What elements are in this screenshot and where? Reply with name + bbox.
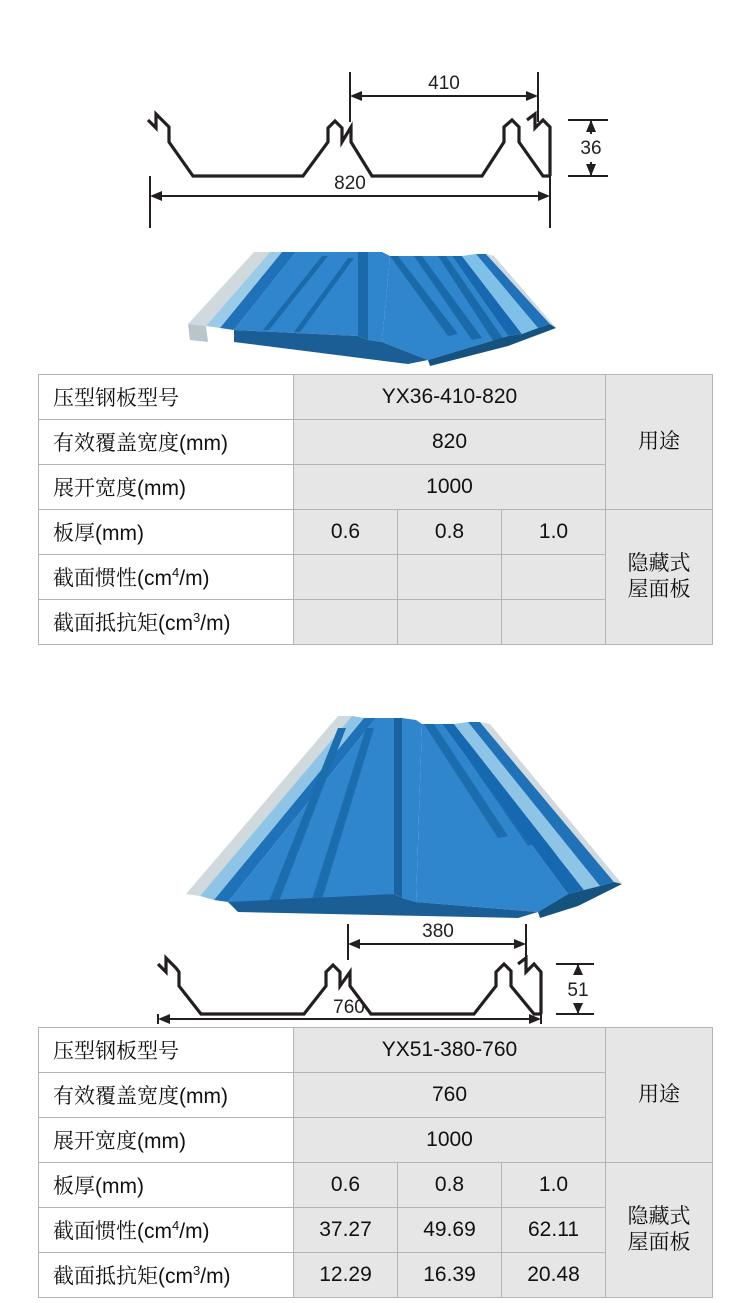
product-1-figure xyxy=(38,24,712,374)
row-value: 1000 xyxy=(294,465,606,510)
row-label: 压型钢板型号 xyxy=(39,375,294,420)
dim-760-label: 760 xyxy=(333,997,365,1018)
panel-3d-2 xyxy=(186,716,622,918)
dim-36-label: 36 xyxy=(580,138,602,159)
row-value: 760 xyxy=(294,1073,606,1118)
row-value xyxy=(502,555,606,600)
use-body-line2: 屋面板 xyxy=(627,578,691,601)
row-value: 1000 xyxy=(294,1118,606,1163)
row-value: 1.0 xyxy=(502,510,606,555)
use-body-line1: 隐藏式 xyxy=(627,551,691,575)
dim-380-label: 380 xyxy=(422,921,454,942)
use-body xyxy=(606,510,713,645)
row-value: 16.39 xyxy=(398,1253,502,1298)
product-2-figure xyxy=(38,672,712,1027)
row-label: 板厚(mm) xyxy=(39,1163,294,1208)
row-value: 12.29 xyxy=(294,1253,398,1298)
row-value xyxy=(398,600,502,645)
dim-410-label: 410 xyxy=(428,73,460,94)
row-value: 0.8 xyxy=(398,1163,502,1208)
panel-3d-1 xyxy=(188,252,556,366)
row-value: 37.27 xyxy=(294,1208,398,1253)
use-header: 用途 xyxy=(606,1028,713,1163)
row-value: 0.6 xyxy=(294,1163,398,1208)
row-value xyxy=(294,600,398,645)
table-row xyxy=(39,1163,713,1208)
row-value: 62.11 xyxy=(502,1208,606,1253)
table-row xyxy=(39,375,713,420)
row-label: 压型钢板型号 xyxy=(39,1028,294,1073)
product-1-spec-table xyxy=(38,374,713,645)
table-row xyxy=(39,1028,713,1073)
row-value: 1.0 xyxy=(502,1163,606,1208)
row-label: 截面惯性$(cm^4/m)$ xyxy=(39,1208,294,1253)
row-value: 0.8 xyxy=(398,510,502,555)
row-value xyxy=(398,555,502,600)
use-body-line2: 屋面板 xyxy=(627,1231,691,1254)
use-header: 用途 xyxy=(606,375,713,510)
row-value xyxy=(502,600,606,645)
row-label: 截面抵抗矩$(cm^3/m)$ xyxy=(39,600,294,645)
row-label: 有效覆盖宽度(mm) xyxy=(39,1073,294,1118)
product-block-1 xyxy=(38,24,712,645)
row-label: 有效覆盖宽度(mm) xyxy=(39,420,294,465)
row-value: 49.69 xyxy=(398,1208,502,1253)
row-value: 820 xyxy=(294,420,606,465)
dim-51-label: 51 xyxy=(567,980,589,1001)
row-label: 展开宽度(mm) xyxy=(39,465,294,510)
row-label: 截面抵抗矩$(cm^3/m)$ xyxy=(39,1253,294,1298)
product-2-spec-table xyxy=(38,1027,713,1298)
table-row xyxy=(39,510,713,555)
product-block-2 xyxy=(38,672,712,1298)
use-body-line1: 隐藏式 xyxy=(627,1204,691,1228)
row-value: 20.48 xyxy=(502,1253,606,1298)
dim-820-label: 820 xyxy=(334,173,366,194)
row-label: 展开宽度(mm) xyxy=(39,1118,294,1163)
row-value: 0.6 xyxy=(294,510,398,555)
row-value: YX36-410-820 xyxy=(294,375,606,420)
row-value: YX51-380-760 xyxy=(294,1028,606,1073)
row-label: 截面惯性$(cm^4/m)$ xyxy=(39,555,294,600)
row-value xyxy=(294,555,398,600)
profile-section-1 xyxy=(148,114,550,176)
row-label: 板厚(mm) xyxy=(39,510,294,555)
use-body xyxy=(606,1163,713,1298)
